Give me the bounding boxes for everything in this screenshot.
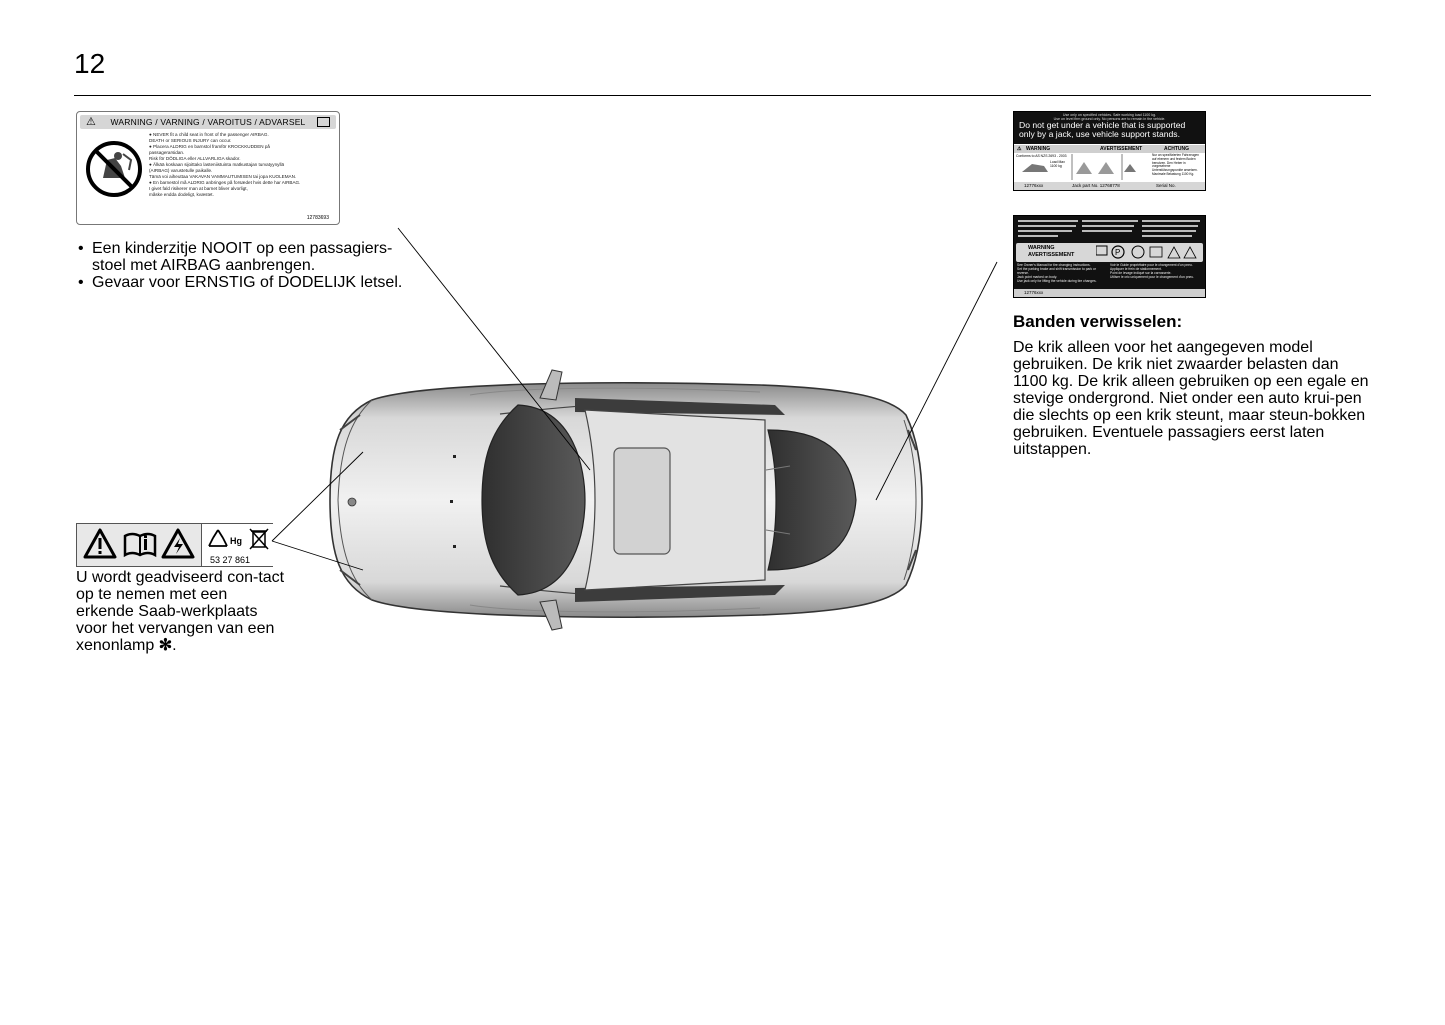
- trunk-lines: [766, 466, 790, 534]
- hood-mark: [450, 500, 453, 503]
- airbag-label-line: ● Älkää koskaan sijoittako lasteniistuinta matkustajan turvatyynyllä: [149, 162, 285, 167]
- jack-serial: Serial No.: [1156, 183, 1176, 188]
- no-child-seat-icon: [85, 140, 143, 198]
- airbag-label-line: (AIRBAG) varustetulle paikalle.: [149, 168, 213, 173]
- tyre-label-bullet: Use jack only for lifting the vehicle during tire changes.: [1017, 278, 1097, 283]
- jack-label-small-line: Use on level firm ground only. No persons are to remain in the vehicle.: [1053, 117, 1166, 121]
- section-body: De krik alleen voor het aangegeven model gebruiken. De krik niet zwaarder belasten dan 1100 kg. De krik alleen gebruiken op een egale en stevige ondergrond. Niet onder een auto krui-pen die slechts op een krik steunt, maar steun-bokken gebruiken. Eventuele passagiers eerst laten uitstappen.: [1013, 339, 1369, 458]
- recycle-icon: [206, 528, 230, 550]
- airbag-label-line: ● Placera ALDRIG en barnstol framför KROCKKUDDEN på: [149, 144, 270, 149]
- multilingual-text-block: [1016, 218, 1203, 240]
- crossed-bin-icon: [248, 527, 270, 551]
- tyre-label-warning-fr: AVERTISSEMENT: [1028, 252, 1075, 258]
- jack-label-german-line: Nur an spezifizierten Fahrzeugen auf ebenem und festem Boden benutzen.: [1152, 153, 1199, 165]
- right-mirror: [540, 600, 562, 630]
- xenon-advice-text: [76, 569, 286, 654]
- jack-label-code: 12776xxx: [1024, 183, 1044, 188]
- jack-label-top: [1014, 112, 1205, 144]
- airbag-label-line: måske endda dodeligt, kvæstet.: [149, 192, 214, 197]
- jack-label-header: WARNING: [1026, 146, 1051, 152]
- tyre-label-bullet: Appliquer le frein de stationnement.: [1110, 266, 1162, 271]
- jack-part-number: Jack part No. 12768778: [1072, 183, 1120, 188]
- recycle-box: [201, 524, 273, 566]
- tyre-label-bullet: See Owner's Manual for tire changing instructions.: [1017, 263, 1091, 267]
- tyre-label-code: 12776xxx: [1024, 290, 1044, 295]
- xenon-advice-end: .: [172, 637, 177, 654]
- airbag-warning-label: [76, 111, 340, 225]
- airbag-label-line: DEATH or SERIOUS INJURY can occur.: [149, 138, 232, 143]
- jack-label-load: Load Max 1100 kg: [1050, 160, 1065, 168]
- leader-line-jack: [876, 262, 997, 500]
- airbag-label-line: I givet fald risikerer man at barnet bliver alvorligt,: [149, 186, 248, 191]
- airbag-label-part-number: 12783693: [306, 215, 329, 221]
- page-number: 12: [74, 48, 106, 79]
- manual-book-icon: [317, 117, 330, 127]
- tyre-label-bullet: Voir le Guide propriétaire pour le changement d'un pneu.: [1110, 263, 1193, 267]
- tyre-label-warning-en: WARNING: [1028, 245, 1055, 251]
- taillights: [908, 430, 916, 570]
- jack-label-main-warning: Do not get under a vehicle that is supported only by a jack, use vehicle support stands.: [1019, 120, 1186, 139]
- airbag-label-line: Tämä voi aiheuttaa VAKAVAN VAMMAUTUMISEN tai jopa KUOLEMAN.: [149, 174, 297, 179]
- headlights: [340, 415, 360, 585]
- jack-label-header: ACHTUNG: [1164, 146, 1189, 152]
- left-mirror: [540, 370, 562, 400]
- tyre-label-french-bullets: [1110, 264, 1202, 280]
- airbag-label-line: Risk för DÖDLIGA eller ALLVARLIGA skador.: [149, 156, 241, 161]
- tyre-label-bullet: Point de levage indiqué sur la carrosserie.: [1110, 270, 1172, 275]
- bullet-item: • Gevaar voor ERNSTIG of DODELIJK letsel.: [76, 274, 406, 291]
- mercury-symbol: Hg: [230, 536, 242, 546]
- bullet-item: • Een kinderzitje NOOIT op een passagiers-stoel met AIRBAG aanbrengen.: [76, 240, 406, 274]
- tyre-change-label: [1013, 215, 1206, 298]
- tyre-label-warning: [1028, 245, 1074, 259]
- tyre-label-warning-strip: [1016, 243, 1203, 262]
- rear-window: [768, 430, 856, 570]
- warning-triangle-icon: ⚠: [86, 116, 97, 128]
- hood-mark: [453, 545, 456, 548]
- hood-mark: [453, 455, 456, 458]
- airbag-label-text: [149, 132, 335, 198]
- tyre-label-bullet: Jack point marked on body.: [1017, 274, 1058, 279]
- jack-label-header-row: [1014, 145, 1205, 153]
- jack-label-header: AVERTISSEMENT: [1100, 146, 1143, 152]
- xenon-label-part-number: 53 27 861: [210, 555, 251, 565]
- airbag-label-line: ● NEVER fit a child seat in front of the passenger AIRBAG.: [149, 132, 269, 137]
- hood-emblem: [348, 498, 356, 506]
- windshield: [482, 405, 585, 595]
- airbag-label-header-text: WARNING / VARNING / VAROITUS / ADVARSEL: [110, 117, 306, 127]
- jack-label-small-line: Use only on specified vehicles. Safe working load 1100 kg.: [1062, 113, 1157, 117]
- tyre-label-bullet: Set the parking brake and shift transmission to park or reverse.: [1017, 266, 1096, 275]
- airbag-label-line: passagerarsidan.: [149, 150, 185, 155]
- jack-label-german-text: [1152, 154, 1202, 177]
- jack-label-conforms: Conforms to AS NZS 2693 - 2003: [1016, 154, 1067, 158]
- header-rule: [74, 95, 1371, 96]
- sunroof: [614, 448, 670, 554]
- tyre-pictograms: [1096, 245, 1200, 260]
- leader-line-xenon-lower: [272, 541, 363, 570]
- jack-warning-label: [1013, 111, 1206, 191]
- car-body: [330, 383, 922, 617]
- roof: [585, 410, 765, 590]
- manual-book-icon: [122, 528, 158, 560]
- airbag-bullet-list: [76, 240, 406, 291]
- high-voltage-icon: [161, 528, 195, 560]
- warning-triangle-icon: [83, 528, 117, 560]
- snowflake-symbol: ✻: [158, 637, 173, 654]
- xenon-advice-body: U wordt geadviseerd con-tact op te nemen met een erkende Saab-werkplaats voor het vervangen van een xenonlamp: [76, 569, 285, 654]
- warning-triangle-icon: ⚠: [1017, 146, 1022, 152]
- section-heading: Banden verwisselen:: [1013, 312, 1183, 331]
- leader-line-xenon-upper: [272, 452, 363, 541]
- jack-label-footer: [1014, 182, 1205, 190]
- tyre-label-english-bullets: [1017, 264, 1105, 284]
- tyre-label-bullet: Utiliser le cric uniquement pour le changement d'un pneu.: [1110, 274, 1195, 279]
- tyre-label-footer: [1014, 289, 1205, 297]
- xenon-warning-label: [76, 523, 273, 567]
- airbag-label-header: [80, 115, 336, 129]
- leader-line-airbag: [398, 228, 590, 470]
- airbag-label-line: ● En barnestol må ALDRIG anbringes på forsædet hvis dette har AIRBAG.: [149, 180, 301, 185]
- svg-text:P: P: [1115, 248, 1121, 257]
- jack-label-german-line: Den Heber in vorgesehene Unterstützungspunkte ansetzen. Maximale Belastung 1100 Kg.: [1152, 160, 1198, 176]
